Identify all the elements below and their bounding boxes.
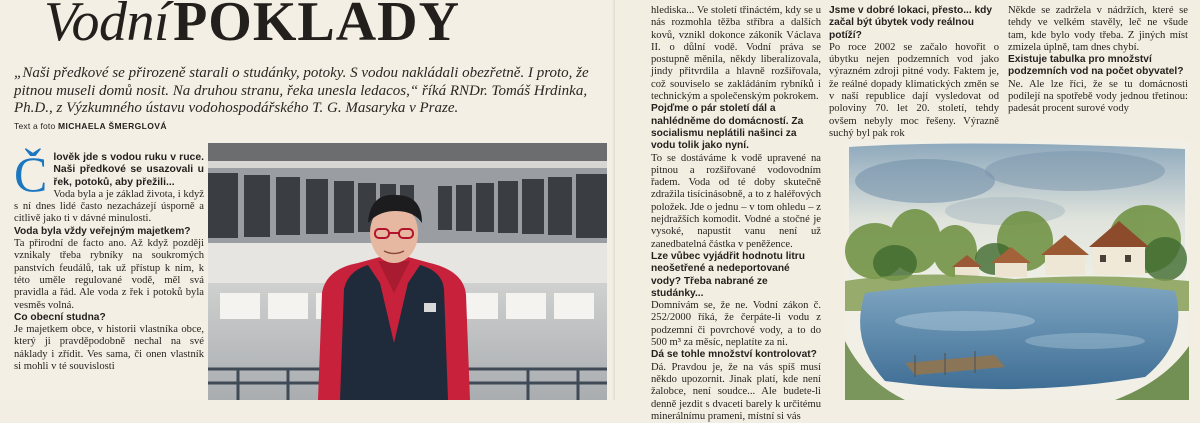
column-c xyxy=(829,5,999,140)
paragraph: Voda byla a je základ života, i když s ní dnes lidé často nezacházejí úsporně a citlivě jako ti v dávné minulosti. xyxy=(14,188,204,225)
paragraph: Ta přirodní de facto ano. Až když později vznikaly třeba rybníky na soukromých panstvích feudálů, tak už přístup k nim, k této uměle regulované vodě, měl svá pravidla a řád. Ale voda z řek i potoků byla vesměs volná. xyxy=(14,238,204,311)
paragraph: Někde se zadržela v nádržích, které se tehdy ve velkém stavěly, leč ne všude tam, kde bylo vody třeba. Z jiných míst zmizela úplně, tam dnes chybí. xyxy=(1008,5,1188,53)
byline-prefix: Text a foto xyxy=(14,121,56,131)
paragraph: Po roce 2002 se začalo hovořit o úbytku nejen podzemních vod jako výrazném zdroji pitné vody. Faktem je, že reálné dopady klimatických změn se v naší republice dají vysledovat od poloviny 70. let 20. století, tehdy ovšem nebyly moc řešeny. Výrazně suchý byl pak rok xyxy=(829,41,999,139)
paragraph: hlediska... Ve století třináctém, kdy se u nás rozmohla těžba stříbra a dalších kovů, vznikl dokonce zákoník Václava II. o důlní vodě. Vodní práva se postupně měnila, někdy liberalizovala, jindy přitvrdila a hlavně rozšiřovala, což souviselo se zakládáním rybníků i technickým a společenským pokrokem. xyxy=(651,5,821,103)
drop-cap: Č xyxy=(14,146,48,202)
paragraph: Dá. Pravdou je, že na vás spíš musí někdo upozornit. Jinak platí, kde není žalobce, není soudce... Ale budete-li denně jezdit s dvaceti barely k určitému minerálnímu prameni, místní si vás xyxy=(651,361,821,422)
byline xyxy=(14,121,167,131)
column-a xyxy=(14,146,204,373)
watercolor-painting xyxy=(845,141,1189,400)
interview-question: Lze vůbec vyjádřit hodnotu litru neošetřené a nedeportované vody? Třeba nabrané ze studánky... xyxy=(651,250,805,299)
headline xyxy=(44,0,461,53)
left-page xyxy=(0,0,615,400)
lede-quote: „Naši předkové se přirozeně starali o studánky, potoky. S vodou nakládali obezřetně. I proto, že pitnou museli domů nosit. Na druhou stranu, řeka unesla ledacos,“ říká RNDr. Tomáš Hrdinka, Ph.D., z Výzkumného ústavu vodohospodářského T. G. Masaryka v Praze. xyxy=(14,65,589,116)
interview-question: Pojďme o pár století dál a nahlédněme do domácností. Za socialismu neplátili našinci za vodu tolik jako nyní. xyxy=(651,103,804,152)
intro-text: lověk jde s vodou ruku v ruce. Naši předkové se usazovali u řek, potoků, aby přežili... xyxy=(53,152,204,188)
byline-author: MICHAELA ŠMERGLOVÁ xyxy=(57,121,167,131)
headline-italic: Vodní xyxy=(44,0,170,53)
paragraph: Domnívám se, že ne. Vodní zákon č. 252/2000 říká, že čerpáte-li vodu z podzemní či povrchové vody, a to do 500 m³ za měsíc, neplatíte za ni. xyxy=(651,300,821,349)
interview-question: Voda byla vždy veřejným majetkem? xyxy=(14,225,191,237)
paragraph: Je majetkem obce, v historii vlastníka obce, který ji pravděpodobně nechal na své náklady i zřídit. Ves sama, či onen vlastník si mohli v té souvislosti xyxy=(14,324,204,373)
interview-question: Jsme v dobré lokaci, přesto... kdy začal být úbytek vody reálnou potíží? xyxy=(829,5,993,41)
interview-question: Existuje tabulka pro množství podzemních vod na počet obyvatel? xyxy=(1008,54,1184,78)
column-d xyxy=(1008,5,1188,116)
column-b xyxy=(651,5,821,423)
portrait-photo xyxy=(208,143,607,400)
interview-question: Dá se tohle množství kontrolovat? xyxy=(651,349,817,361)
paragraph: Ne. Ale lze říci, že se tu domácnosti podílejí na spotřebě vody jednou třetinou: padesát procent surové vody xyxy=(1008,78,1188,115)
interview-question: Co obecní studna? xyxy=(14,311,106,323)
headline-caps: POKLADY xyxy=(173,0,461,53)
paragraph: To se dostáváme k vodě upravené na pitnou a rozšiřované vodovodním řadem. Voda od té doby skutečně zdražila tisícinásobně, a to z haléřových položek. Jde o jednu – v tom ohledu – z nejdražších komodit. Vodné a stočné je vysoké, napustit vanu není už zanedbatelná částka v peněžence. xyxy=(651,152,821,250)
